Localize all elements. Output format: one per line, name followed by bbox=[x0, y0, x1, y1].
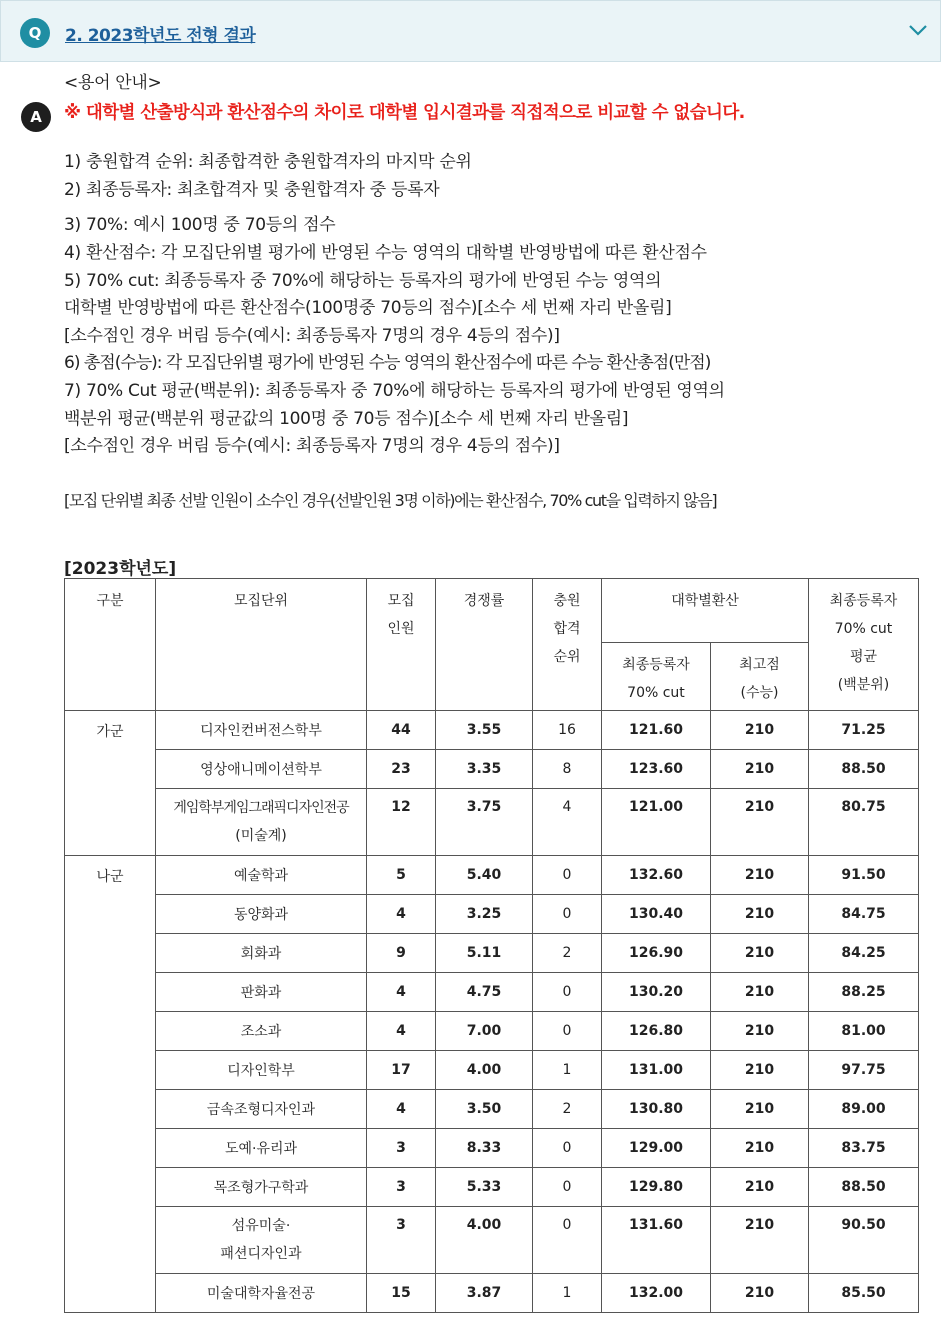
cut-cell: 123.60 bbox=[602, 750, 711, 789]
table-title: [2023학년도] bbox=[64, 559, 177, 579]
term-line: 5) 70% cut: 최종등록자 중 70%에 해당하는 등록자의 평가에 반영된 수능 영역의 bbox=[64, 270, 662, 291]
quota-cell: 12 bbox=[367, 789, 436, 856]
table-row bbox=[65, 1274, 919, 1313]
pct-cell: 71.25 bbox=[809, 711, 919, 750]
pct-cell: 81.00 bbox=[809, 1012, 919, 1051]
warning-text: ※ 대학별 산출방식과 환산점수의 차이로 대학별 입시결과를 직접적으로 비교할 수 없습니다. bbox=[64, 102, 745, 123]
unit-cell: 조소과 bbox=[156, 1012, 367, 1051]
table-row bbox=[65, 1051, 919, 1090]
header-conv: 대학별환산 bbox=[602, 579, 809, 643]
table-row bbox=[65, 1129, 919, 1168]
unit-cell: 미술대학자율전공 bbox=[156, 1274, 367, 1313]
max-cell: 210 bbox=[711, 1274, 809, 1313]
cut-cell: 129.80 bbox=[602, 1168, 711, 1207]
max-cell: 210 bbox=[711, 1090, 809, 1129]
ratio-cell: 4.75 bbox=[436, 973, 533, 1012]
ratio-cell: 4.00 bbox=[436, 1051, 533, 1090]
unit-cell: 목조형가구학과 bbox=[156, 1168, 367, 1207]
selection-note: [모집 단위별 최종 선발 인원이 소수인 경우(선발인원 3명 이하)에는 환산점수, 70% cut을 입력하지 않음] bbox=[64, 490, 717, 510]
quota-cell: 3 bbox=[367, 1207, 436, 1274]
unit-cell: 게임학부게임그래픽디자인전공 (미술계) bbox=[156, 789, 367, 856]
rank-cell: 1 bbox=[533, 1051, 602, 1090]
unit-cell: 판화과 bbox=[156, 973, 367, 1012]
max-cell: 210 bbox=[711, 973, 809, 1012]
term-line: 1) 충원합격 순위: 최종합격한 충원합격자의 마지막 순위 bbox=[64, 152, 472, 173]
ratio-cell: 3.55 bbox=[436, 711, 533, 750]
term-line: [소수점인 경우 버림 등수(예시: 최종등록자 7명의 경우 4등의 점수)] bbox=[64, 436, 560, 457]
pct-cell: 88.50 bbox=[809, 750, 919, 789]
max-cell: 210 bbox=[711, 1012, 809, 1051]
header-group: 구분 bbox=[65, 579, 156, 711]
terms-heading: <용어 안내> bbox=[64, 73, 162, 93]
cut-cell: 126.90 bbox=[602, 934, 711, 973]
term-line: 대학별 반영방법에 따른 환산점수(100명중 70등의 점수)[소수 세 번째 자리 반올림] bbox=[64, 298, 672, 319]
rank-cell: 16 bbox=[533, 711, 602, 750]
unit-cell: 도예·유리과 bbox=[156, 1129, 367, 1168]
header-rank: 충원 합격 순위 bbox=[533, 579, 602, 711]
term-line: 7) 70% Cut 평균(백분위): 최종등록자 중 70%에 해당하는 등록자의 평가에 반영된 영역의 bbox=[64, 380, 725, 401]
table-row bbox=[65, 895, 919, 934]
header-unit: 모집단위 bbox=[156, 579, 367, 711]
max-cell: 210 bbox=[711, 934, 809, 973]
cut-cell: 132.60 bbox=[602, 856, 711, 895]
chevron-down-icon[interactable] bbox=[908, 23, 928, 37]
rank-cell: 4 bbox=[533, 789, 602, 856]
table-row bbox=[65, 856, 919, 895]
term-line: 4) 환산점수: 각 모집단위별 평가에 반영된 수능 영역의 대학별 반영방법에 따른 환산점수 bbox=[64, 242, 707, 263]
quota-cell: 5 bbox=[367, 856, 436, 895]
pct-cell: 88.25 bbox=[809, 973, 919, 1012]
table-row bbox=[65, 750, 919, 789]
pct-cell: 91.50 bbox=[809, 856, 919, 895]
cut-cell: 121.60 bbox=[602, 711, 711, 750]
results-table bbox=[64, 578, 919, 1313]
ratio-cell: 5.40 bbox=[436, 856, 533, 895]
quota-cell: 3 bbox=[367, 1168, 436, 1207]
question-title-link[interactable]: 2. 2023학년도 전형 결과 bbox=[65, 26, 256, 46]
rank-cell: 0 bbox=[533, 1207, 602, 1274]
a-badge: A bbox=[21, 102, 51, 132]
max-cell: 210 bbox=[711, 789, 809, 856]
cut-cell: 129.00 bbox=[602, 1129, 711, 1168]
quota-cell: 15 bbox=[367, 1274, 436, 1313]
ratio-cell: 3.25 bbox=[436, 895, 533, 934]
unit-cell: 영상애니메이션학부 bbox=[156, 750, 367, 789]
ratio-cell: 7.00 bbox=[436, 1012, 533, 1051]
table-row bbox=[65, 1168, 919, 1207]
quota-cell: 9 bbox=[367, 934, 436, 973]
ratio-cell: 5.33 bbox=[436, 1168, 533, 1207]
rank-cell: 0 bbox=[533, 973, 602, 1012]
cut-cell: 130.40 bbox=[602, 895, 711, 934]
rank-cell: 2 bbox=[533, 934, 602, 973]
ratio-cell: 3.87 bbox=[436, 1274, 533, 1313]
max-cell: 210 bbox=[711, 1129, 809, 1168]
max-cell: 210 bbox=[711, 1207, 809, 1274]
term-line: 2) 최종등록자: 최초합격자 및 충원합격자 중 등록자 bbox=[64, 179, 440, 200]
quota-cell: 23 bbox=[367, 750, 436, 789]
quota-cell: 4 bbox=[367, 973, 436, 1012]
group-cell: 나군 bbox=[65, 856, 156, 1313]
answer-content bbox=[64, 70, 924, 514]
cut-cell: 131.00 bbox=[602, 1051, 711, 1090]
header-quota: 모집 인원 bbox=[367, 579, 436, 711]
header-max: 최고점 (수능) bbox=[711, 643, 809, 711]
rank-cell: 0 bbox=[533, 1168, 602, 1207]
header-conv-cut: 최종등록자 70% cut bbox=[602, 643, 711, 711]
cut-cell: 132.00 bbox=[602, 1274, 711, 1313]
ratio-cell: 3.35 bbox=[436, 750, 533, 789]
rank-cell: 2 bbox=[533, 1090, 602, 1129]
ratio-cell: 4.00 bbox=[436, 1207, 533, 1274]
header-ratio: 경쟁률 bbox=[436, 579, 533, 711]
table-row bbox=[65, 711, 919, 750]
term-line: 3) 70%: 예시 100명 중 70등의 점수 bbox=[64, 215, 336, 236]
table-row bbox=[65, 789, 919, 856]
rank-cell: 0 bbox=[533, 1129, 602, 1168]
term-line: 백분위 평균(백분위 평균값의 100명 중 70등 점수)[소수 세 번째 자리 반올림] bbox=[64, 408, 629, 429]
pct-cell: 85.50 bbox=[809, 1274, 919, 1313]
cut-cell: 126.80 bbox=[602, 1012, 711, 1051]
max-cell: 210 bbox=[711, 1168, 809, 1207]
pct-cell: 84.25 bbox=[809, 934, 919, 973]
cut-cell: 130.20 bbox=[602, 973, 711, 1012]
unit-cell: 디자인컨버전스학부 bbox=[156, 711, 367, 750]
q-badge: Q bbox=[20, 18, 50, 48]
cut-cell: 130.80 bbox=[602, 1090, 711, 1129]
question-header[interactable] bbox=[0, 0, 941, 62]
table-row bbox=[65, 1090, 919, 1129]
rank-cell: 0 bbox=[533, 1012, 602, 1051]
pct-cell: 83.75 bbox=[809, 1129, 919, 1168]
max-cell: 210 bbox=[711, 895, 809, 934]
max-cell: 210 bbox=[711, 750, 809, 789]
ratio-cell: 3.50 bbox=[436, 1090, 533, 1129]
unit-cell: 금속조형디자인과 bbox=[156, 1090, 367, 1129]
pct-cell: 80.75 bbox=[809, 789, 919, 856]
rank-cell: 0 bbox=[533, 895, 602, 934]
pct-cell: 90.50 bbox=[809, 1207, 919, 1274]
unit-cell: 디자인학부 bbox=[156, 1051, 367, 1090]
header-pct: 최종등록자 70% cut 평균 (백분위) bbox=[809, 579, 919, 711]
quota-cell: 4 bbox=[367, 895, 436, 934]
ratio-cell: 8.33 bbox=[436, 1129, 533, 1168]
unit-cell: 동양화과 bbox=[156, 895, 367, 934]
max-cell: 210 bbox=[711, 856, 809, 895]
quota-cell: 4 bbox=[367, 1090, 436, 1129]
ratio-cell: 5.11 bbox=[436, 934, 533, 973]
pct-cell: 84.75 bbox=[809, 895, 919, 934]
max-cell: 210 bbox=[711, 711, 809, 750]
unit-cell: 섬유미술· 패션디자인과 bbox=[156, 1207, 367, 1274]
rank-cell: 8 bbox=[533, 750, 602, 789]
quota-cell: 17 bbox=[367, 1051, 436, 1090]
quota-cell: 4 bbox=[367, 1012, 436, 1051]
table-row bbox=[65, 934, 919, 973]
table-row bbox=[65, 973, 919, 1012]
table-row bbox=[65, 1207, 919, 1274]
group-cell: 가군 bbox=[65, 711, 156, 856]
unit-cell: 예술학과 bbox=[156, 856, 367, 895]
cut-cell: 131.60 bbox=[602, 1207, 711, 1274]
quota-cell: 44 bbox=[367, 711, 436, 750]
rank-cell: 1 bbox=[533, 1274, 602, 1313]
term-line: [소수점인 경우 버림 등수(예시: 최종등록자 7명의 경우 4등의 점수)] bbox=[64, 325, 560, 346]
max-cell: 210 bbox=[711, 1051, 809, 1090]
table-row bbox=[65, 1012, 919, 1051]
unit-cell: 회화과 bbox=[156, 934, 367, 973]
ratio-cell: 3.75 bbox=[436, 789, 533, 856]
cut-cell: 121.00 bbox=[602, 789, 711, 856]
term-line: 6) 총점(수능): 각 모집단위별 평가에 반영된 수능 영역의 환산점수에 따른 수능 환산총점(만점) bbox=[64, 353, 711, 374]
pct-cell: 97.75 bbox=[809, 1051, 919, 1090]
pct-cell: 88.50 bbox=[809, 1168, 919, 1207]
rank-cell: 0 bbox=[533, 856, 602, 895]
pct-cell: 89.00 bbox=[809, 1090, 919, 1129]
quota-cell: 3 bbox=[367, 1129, 436, 1168]
